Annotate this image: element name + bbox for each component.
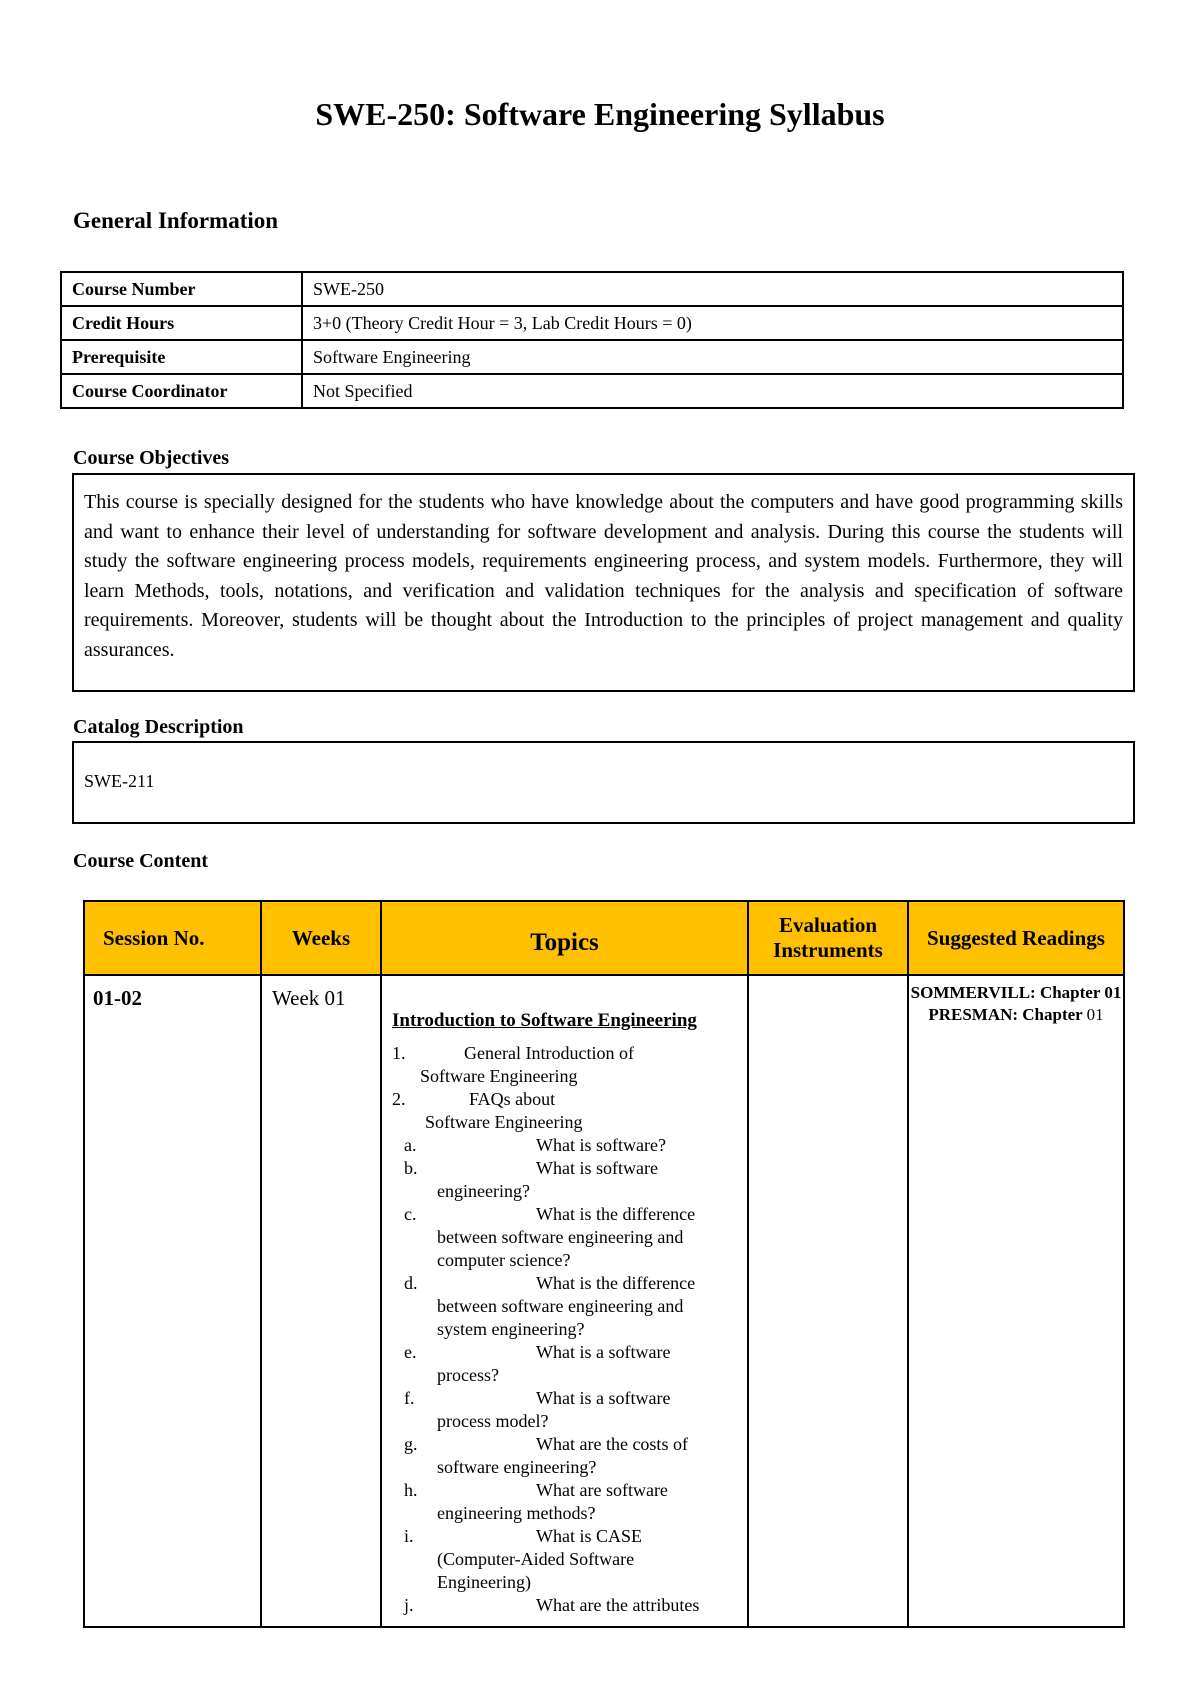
item-text-continued: Software Engineering — [420, 1066, 578, 1086]
topic-title: Introduction to Software Engineering — [392, 1010, 697, 1031]
item-text-continued: process model? — [437, 1411, 549, 1431]
field-label: Credit Hours — [61, 306, 302, 340]
list-item — [382, 1157, 747, 1203]
table-row — [61, 306, 1123, 340]
item-letter: c. — [404, 1204, 417, 1224]
week-label: Week 01 — [272, 986, 346, 1010]
reading-label: PRESMAN: Chapter — [928, 1005, 1083, 1024]
item-letter: a. — [404, 1135, 417, 1155]
item-letter: i. — [404, 1526, 414, 1546]
item-letter: b. — [404, 1158, 418, 1178]
field-value: SWE-250 — [302, 272, 1123, 306]
list-item — [382, 1203, 747, 1272]
catalog-description-box: SWE-211 — [72, 741, 1135, 824]
list-item — [382, 1433, 747, 1479]
item-text-continued: engineering methods? — [437, 1503, 596, 1523]
list-item — [382, 1387, 747, 1433]
item-letter: j. — [404, 1595, 414, 1615]
list-item — [382, 1134, 747, 1157]
item-text-continued: process? — [437, 1365, 499, 1385]
item-letter: e. — [404, 1342, 417, 1362]
topic-list — [382, 1042, 747, 1617]
course-objectives-heading: Course Objectives — [73, 447, 230, 469]
item-text: What is software? — [536, 1135, 666, 1155]
item-text-continued: between software engineering and system engineering? — [437, 1296, 684, 1339]
item-text: What are software — [536, 1480, 668, 1500]
field-value: Software Engineering — [302, 340, 1123, 374]
column-header-session: Session No. — [84, 901, 261, 975]
table-row — [61, 374, 1123, 408]
table-header-row — [84, 901, 1124, 975]
field-label: Course Number — [61, 272, 302, 306]
item-text-continued: between software engineering and computer science? — [437, 1227, 684, 1270]
evaluation-cell — [748, 975, 908, 1627]
document-title: SWE-250: Software Engineering Syllabus — [315, 96, 885, 132]
item-text: What is the difference — [536, 1273, 696, 1293]
catalog-description-heading: Catalog Description — [73, 716, 244, 738]
item-text: FAQs about — [469, 1089, 556, 1109]
course-objectives-box: This course is specially designed for the students who have knowledge about the computers and have good programming skills and want to enhance their level of understanding for software development and analysis. During this course the students will study the software engineering process models, requirements engineering process, and system models. Furthermore, they will learn Methods, tools, notations, and verification and validation techniques for the analysis and specification of software requirements. Moreover, students will be thought about the Introduction to the principles of project management and quality assurances. — [72, 473, 1135, 692]
course-content-heading: Course Content — [73, 850, 208, 872]
list-item — [382, 1341, 747, 1387]
item-text: What are the costs of — [536, 1434, 688, 1454]
item-letter: h. — [404, 1480, 418, 1500]
item-number: 1. — [392, 1043, 406, 1063]
item-text: What is a software — [536, 1342, 671, 1362]
item-text-continued: engineering? — [437, 1181, 530, 1201]
suggested-readings — [909, 976, 1123, 1026]
topics-cell — [381, 975, 748, 1627]
readings-cell — [908, 975, 1124, 1627]
item-text-continued: (Computer-Aided Software Engineering) — [437, 1549, 635, 1592]
reading-item: SOMMERVILL: Chapter 01 — [910, 983, 1122, 1002]
item-text-continued: Software Engineering — [425, 1112, 583, 1132]
item-text-continued: software engineering? — [437, 1457, 597, 1477]
item-number: 2. — [392, 1089, 406, 1109]
item-text: What is a software — [536, 1388, 671, 1408]
column-header-evaluation: Evaluation Instruments — [748, 901, 908, 975]
item-text: What are the attributes — [536, 1595, 700, 1615]
general-information-table — [60, 271, 1124, 409]
list-item — [382, 1088, 747, 1134]
reading-item — [909, 1004, 1123, 1026]
item-letter: d. — [404, 1273, 418, 1293]
table-row — [84, 975, 1124, 1627]
field-label: Prerequisite — [61, 340, 302, 374]
general-information-heading: General Information — [73, 208, 279, 233]
course-content-table — [83, 900, 1125, 1628]
session-number: 01-02 — [93, 986, 142, 1010]
list-item — [382, 1594, 747, 1617]
table-row — [61, 272, 1123, 306]
list-item — [382, 1525, 747, 1594]
item-text: General Introduction of — [464, 1043, 634, 1063]
field-label: Course Coordinator — [61, 374, 302, 408]
item-letter: f. — [404, 1388, 415, 1408]
reading-chapter: 01 — [1086, 1005, 1104, 1024]
item-text: What is CASE — [536, 1526, 642, 1546]
item-text: What is the difference — [536, 1204, 696, 1224]
field-value: 3+0 (Theory Credit Hour = 3, Lab Credit Hours = 0) — [302, 306, 1123, 340]
list-item — [382, 1272, 747, 1341]
list-item — [382, 1042, 747, 1088]
list-item — [382, 1479, 747, 1525]
column-header-readings: Suggested Readings — [908, 901, 1124, 975]
column-header-topics: Topics — [381, 901, 748, 975]
field-value: Not Specified — [302, 374, 1123, 408]
column-header-weeks: Weeks — [261, 901, 381, 975]
item-text: What is software — [536, 1158, 658, 1178]
item-letter: g. — [404, 1434, 418, 1454]
table-row — [61, 340, 1123, 374]
